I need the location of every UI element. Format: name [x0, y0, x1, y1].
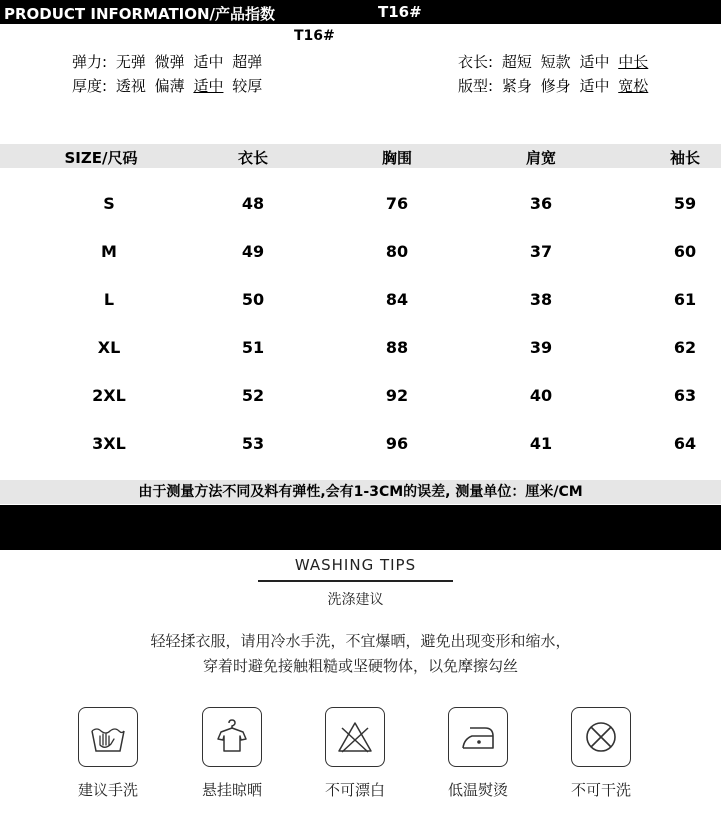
fit-row [458, 75, 652, 96]
table-cell: 88 [385, 338, 409, 357]
title-underline [258, 580, 453, 582]
table-cell: 59 [673, 194, 697, 213]
thickness-option-selected: 适中 [193, 77, 224, 95]
table-cell: 52 [241, 386, 265, 405]
length-option-selected: 中长 [618, 53, 649, 71]
column-header-sleeve: 袖长 [669, 149, 701, 167]
table-cell: 62 [673, 338, 697, 357]
table-cell: 53 [241, 434, 265, 453]
table-cell: 76 [385, 194, 409, 213]
table-cell: M [101, 242, 117, 261]
washing-tips-subtitle: 洗涤建议 [327, 592, 384, 608]
length-option: 适中 [579, 53, 610, 71]
table-row [0, 434, 721, 458]
fit-option-selected: 宽松 [618, 77, 649, 95]
table-row [0, 386, 721, 410]
table-row [0, 290, 721, 314]
table-cell: 92 [385, 386, 409, 405]
no-bleach-icon [325, 707, 385, 767]
washing-tips-title: WASHING TIPS [294, 556, 417, 574]
elasticity-label: 弹力: [72, 53, 108, 71]
table-cell: 63 [673, 386, 697, 405]
thickness-row [72, 75, 266, 96]
table-cell: 40 [529, 386, 553, 405]
length-label: 衣长: [458, 53, 494, 71]
header-title: PRODUCT INFORMATION/产品指数 [4, 5, 276, 23]
table-cell: L [103, 290, 115, 309]
no-dry-clean-label: 不可干洗 [570, 781, 631, 799]
length-option: 短款 [540, 53, 571, 71]
table-cell: S [103, 194, 115, 213]
length-row [458, 51, 652, 72]
fit-option: 适中 [579, 77, 610, 95]
elasticity-row [72, 51, 266, 72]
table-cell: 39 [529, 338, 553, 357]
table-row [0, 242, 721, 266]
elasticity-option: 无弹 [115, 53, 146, 71]
thickness-option: 偏薄 [154, 77, 185, 95]
table-cell: 37 [529, 242, 553, 261]
low-iron-label: 低温熨烫 [447, 781, 508, 799]
hand-wash-icon [78, 707, 138, 767]
table-row [0, 338, 721, 362]
column-header-shoulder: 肩宽 [525, 149, 557, 167]
elasticity-option: 微弹 [154, 53, 185, 71]
table-cell: 38 [529, 290, 553, 309]
table-row [0, 194, 721, 218]
table-cell: 3XL [92, 434, 126, 453]
thickness-label: 厚度: [72, 77, 108, 95]
table-cell: 2XL [92, 386, 126, 405]
table-cell: 41 [529, 434, 553, 453]
table-cell: 51 [241, 338, 265, 357]
table-cell: 60 [673, 242, 697, 261]
table-cell: 49 [241, 242, 265, 261]
thickness-option: 透视 [115, 77, 146, 95]
header-code: T16# [378, 3, 422, 21]
column-header-size: SIZE/尺码 [64, 149, 138, 167]
measurement-note: 由于测量方法不同及料有弹性,会有1-3CM的误差, 测量单位：厘米/CM [0, 480, 721, 504]
washing-description-line: 轻轻揉衣服，请用冷水手洗，不宜爆晒，避免出现变形和缩水， [150, 632, 571, 650]
header-bar [0, 0, 721, 24]
hang-dry-icon [202, 707, 262, 767]
table-cell: 96 [385, 434, 409, 453]
table-cell: 61 [673, 290, 697, 309]
length-option: 超短 [501, 53, 532, 71]
hang-dry-label: 悬挂晾晒 [201, 781, 262, 799]
fit-label: 版型: [458, 77, 494, 95]
washing-description-line: 穿着时避免接触粗糙或坚硬物体，以免摩擦勾丝 [202, 657, 518, 675]
table-cell: 50 [241, 290, 265, 309]
fit-option: 修身 [540, 77, 571, 95]
column-header-bust: 胸围 [381, 149, 413, 167]
divider-band [0, 505, 721, 550]
thickness-option: 较厚 [232, 77, 263, 95]
fit-option: 紧身 [501, 77, 532, 95]
no-dry-clean-icon [571, 707, 631, 767]
table-cell: XL [97, 338, 121, 357]
table-cell: 36 [529, 194, 553, 213]
column-header-length: 衣长 [237, 149, 269, 167]
elasticity-option: 超弹 [232, 53, 263, 71]
table-cell: 64 [673, 434, 697, 453]
no-bleach-label: 不可漂白 [324, 781, 385, 799]
table-cell: 48 [241, 194, 265, 213]
size-table-header [0, 144, 721, 168]
table-cell: 80 [385, 242, 409, 261]
table-cell: 84 [385, 290, 409, 309]
elasticity-option: 适中 [193, 53, 224, 71]
hand-wash-label: 建议手洗 [77, 781, 138, 799]
product-code: T16# [294, 28, 335, 44]
low-iron-icon [448, 707, 508, 767]
